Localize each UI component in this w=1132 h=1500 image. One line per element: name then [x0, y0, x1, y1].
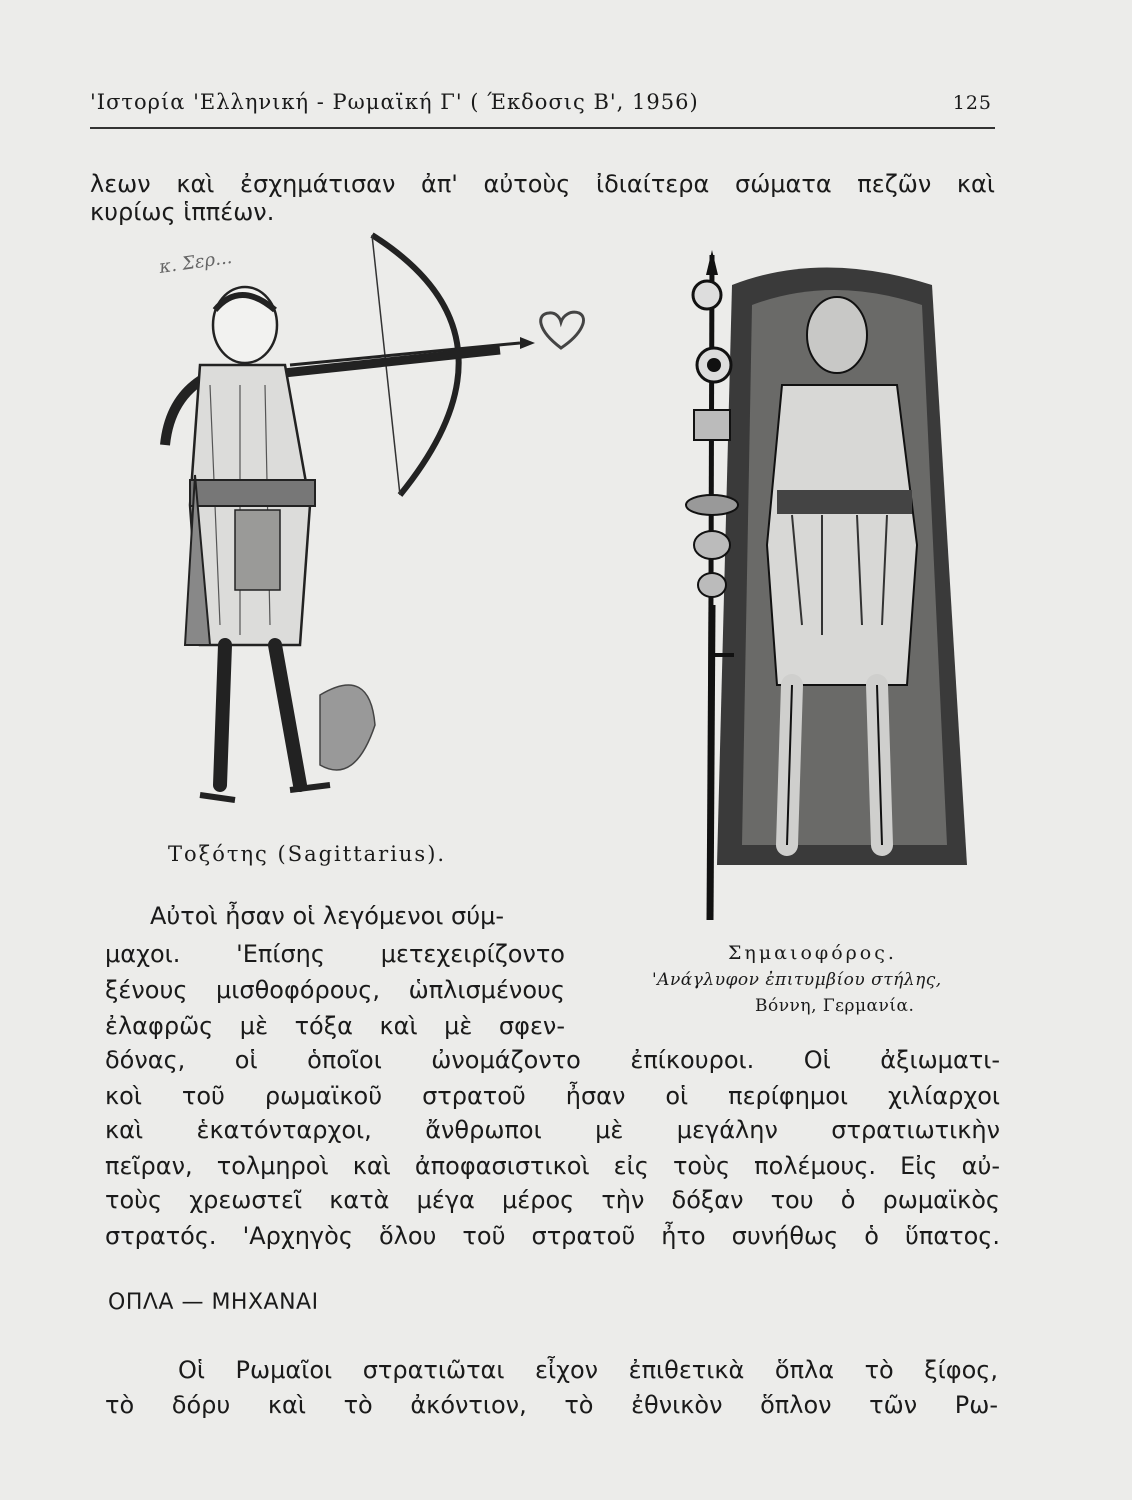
text-line: Οἱ Ρωμαῖοι στρατιῶται εἶχον ἐπιθετικὰ ὅπλα τὸ ξίφος,: [178, 1356, 998, 1384]
text-line: στρατός. 'Αρχηγὸς ὅλου τοῦ στρατοῦ ἦτο συνήθως ὁ ὕπατος.: [105, 1222, 1000, 1250]
text-line: κοὶ τοῦ ρωμαϊκοῦ στρατοῦ ἦσαν οἱ περίφημοι χιλίαρχοι: [105, 1082, 1000, 1110]
text-line: πεῖραν, τολμηροὶ καὶ ἀποφασιστικοὶ εἰς τοὺς πολέμους. Εἰς αὐ-: [105, 1152, 1000, 1180]
header-title: 'Ιστορία 'Ελληνική - Ρωμαϊκή Γ' ( Έκδοσις Β', 1956): [90, 90, 699, 114]
standard-bearer-caption-title: Σημαιοφόρος.: [728, 942, 897, 964]
text-line: ξένους μισθοφόρους, ὡπλισμένους: [105, 976, 565, 1004]
text-line: καὶ ἑκατόνταρχοι, ἄνθρωποι μὲ μεγάλην στρατιωτικὴν: [105, 1116, 1000, 1144]
text-line: ἐλαφρῶς μὲ τόξα καὶ μὲ σφεν-: [105, 1012, 565, 1040]
margin-note: κ. Σερ...: [157, 246, 234, 278]
text-line: Αὐτοὶ ἦσαν οἱ λεγόμενοι σύμ-: [150, 902, 505, 930]
text-line: μαχοι. 'Επίσης μετεχειρίζοντο: [105, 940, 565, 968]
text-line: κυρίως ἱππέων.: [90, 198, 275, 226]
section-heading: ΟΠΛΑ — ΜΗΧΑΝΑΙ: [108, 1290, 319, 1315]
running-header: [90, 88, 994, 122]
text-line: τὸ δόρυ καὶ τὸ ἀκόντιον, τὸ ἐθνικὸν ὅπλον τῶν Ρω-: [105, 1391, 998, 1419]
heart-doodle-icon: [532, 308, 590, 352]
standard-bearer-illustration: [672, 245, 977, 925]
text-line: λεων καὶ ἐσχημάτισαν ἀπ' αὐτοὺς ἰδιαίτερα σώματα πεζῶν καὶ: [90, 170, 995, 198]
text-line: δόνας, οἱ ὁποῖοι ὠνομάζοντο ἐπίκουροι. Οἱ ἀξιωματι-: [105, 1046, 1000, 1074]
header-rule: [90, 127, 995, 129]
archer-illustration: [140, 225, 560, 825]
page-number: 125: [952, 92, 992, 114]
text-line: τοὺς χρεωστεῖ κατὰ μέγα μέρος τὴν δόξαν του ὁ ρωμαϊκὸς: [105, 1186, 1000, 1214]
archer-caption: Τοξότης (Sagittarius).: [168, 842, 447, 866]
standard-bearer-caption-source: 'Ανάγλυφον ἐπιτυμβίου στήλης,: [652, 970, 942, 990]
standard-bearer-caption-place: Βόννη, Γερμανία.: [755, 996, 915, 1016]
